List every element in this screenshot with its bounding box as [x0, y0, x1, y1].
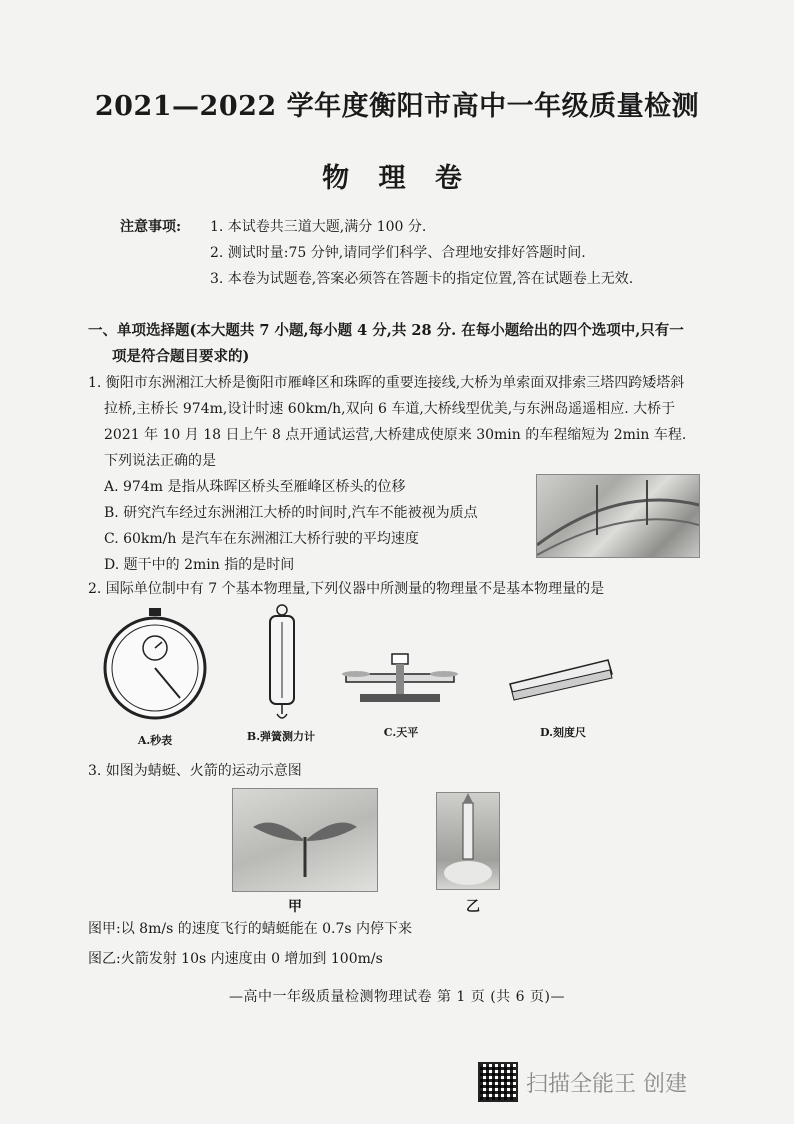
option-a: A. 974m 是指从珠晖区桥头至雁峰区桥头的位移	[104, 479, 406, 495]
section-heading	[88, 318, 688, 370]
scanner-watermark	[478, 1062, 687, 1102]
spring-scale-figure	[262, 604, 302, 722]
rocket-sketch	[437, 793, 499, 889]
question-2	[88, 576, 708, 602]
dragonfly-sketch	[233, 789, 377, 891]
question-stem: 1. 衡阳市东洲湘江大桥是衡阳市雁峰区和珠晖的重要连接线,大桥为单索面双排索三塔四跨矮塔斜拉桥,主桥长 974m,设计时速 60km/h,双向 6 车道,大桥线型优美,与东洲岛遥遥相应. 大桥于 2021 年 10 月 18 日上午 8 点开通试运营,大桥建成使原来 30min 的车程缩短为 2min 车程. 下列说法正确的是	[88, 375, 687, 469]
exam-subtitle: 物 理 卷	[322, 163, 472, 194]
bridge-photo	[536, 474, 700, 558]
notes-block	[120, 214, 633, 292]
question-line: 图乙:火箭发射 10s 内速度由 0 增加到 100m/s	[88, 951, 383, 967]
notes-item: 3. 本卷为试题卷,答案必须答在答题卡的指定位置,答在试题卷上无效.	[210, 271, 634, 287]
page-footer: —高中一年级质量检测物理试卷 第 1 页 (共 6 页)—	[229, 989, 565, 1005]
figure-label-b: B.弹簧测力计	[246, 730, 316, 743]
notes-item: 2. 测试时量:75 分钟,请同学们科学、合理地安排好答题时间.	[210, 245, 586, 261]
exam-title: 2021—2022 学年度衡阳市高中一年级质量检测	[94, 91, 700, 122]
option-b: B. 研究汽车经过东洲湘江大桥的时间时,汽车不能被视为质点	[104, 505, 478, 521]
question-line: 图甲:以 8m/s 的速度飞行的蜻蜓能在 0.7s 内停下来	[88, 921, 413, 937]
figure-label-d: D.刻度尺	[540, 726, 586, 739]
qr-code-icon	[478, 1062, 518, 1102]
section-heading-line: 一、单项选择题(本大题共 7 小题,每小题 4 分,共 28 分. 在每小题给出的四个选项中,只有一	[88, 322, 684, 339]
question-3	[88, 758, 708, 784]
bridge-photo-sketch	[537, 475, 699, 557]
figure-label-c: C.天平	[383, 726, 419, 739]
question-3-text	[88, 916, 708, 972]
stopwatch-figure	[100, 606, 210, 722]
notes-item: 1. 本试卷共三道大题,满分 100 分.	[210, 219, 427, 235]
notes-label: 注意事项:	[120, 219, 182, 235]
question-stem: 3. 如图为蜻蜓、火箭的运动示意图	[88, 763, 302, 779]
figure-caption-yi: 乙	[466, 899, 480, 915]
figure-caption-jia: 甲	[288, 899, 302, 915]
rocket-photo	[436, 792, 500, 890]
scanner-brand-text: 扫描全能王 创建	[526, 1071, 687, 1097]
balance-figure	[340, 650, 460, 710]
ruler-figure	[508, 656, 614, 706]
dragonfly-photo	[232, 788, 378, 892]
figure-label-a: A.秒表	[137, 734, 173, 747]
option-c: C. 60km/h 是汽车在东洲湘江大桥行驶的平均速度	[104, 531, 419, 547]
section-heading-line: 项是符合题目要求的)	[112, 348, 250, 365]
option-d: D. 题干中的 2min 指的是时间	[104, 557, 295, 573]
question-stem: 2. 国际单位制中有 7 个基本物理量,下列仪器中所测量的物理量不是基本物理量的是	[88, 581, 605, 597]
